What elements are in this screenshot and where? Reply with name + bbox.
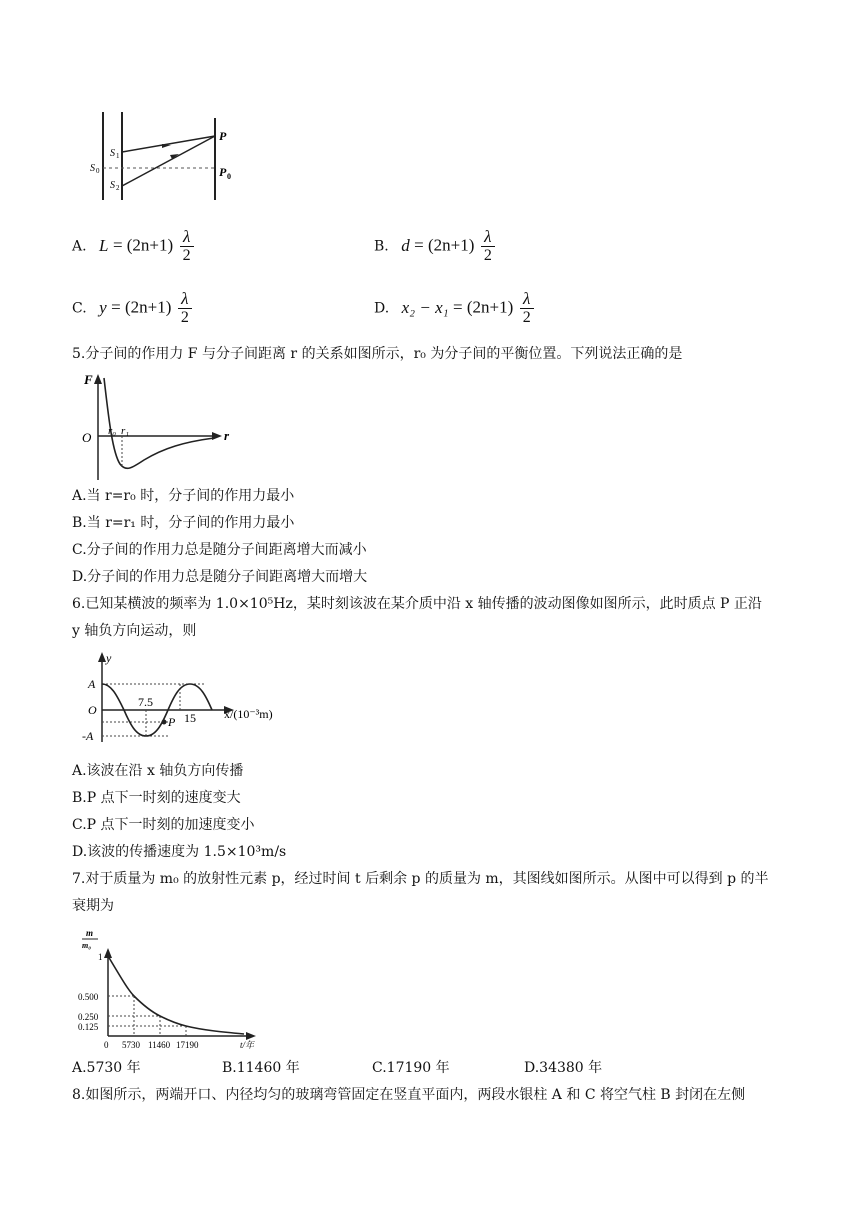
tick-15: 15 xyxy=(184,711,196,725)
lambda-over-2: $\frac{\lambda}{2}$ xyxy=(481,228,495,265)
r1-label: r₁ xyxy=(121,425,130,437)
point-p-label: P xyxy=(219,129,227,143)
point-p0-label: P xyxy=(219,165,227,179)
q5-option-d[interactable]: D.分子间的作用力总是随分子间距离增大而增大 xyxy=(72,569,368,585)
svg-text:2: 2 xyxy=(116,184,120,192)
q5-stem: 5.分子间的作用力 F 与分子间距离 r 的关系如图所示，r₀ 为分子间的平衡位置。下列说法正确的是 xyxy=(72,346,683,362)
q8-stem: 8.如图所示，两端开口、内径均匀的玻璃弯管固定在竖直平面内，两段水银柱 A 和 C 将空气柱 B 封闭在左侧 xyxy=(72,1087,746,1103)
q6-option-b[interactable]: B.P 点下一时刻的速度变大 xyxy=(72,790,241,806)
y-tick-0-500: 0.500 xyxy=(78,992,99,1002)
q4-option-c[interactable]: C. y = (2n+1) $\frac{\lambda}{2}$ xyxy=(72,290,192,327)
wave-graph xyxy=(78,650,288,744)
point-p-label: P xyxy=(168,715,176,729)
q7-option-a[interactable]: A.5730 年 xyxy=(72,1060,141,1076)
x-axis-label: t/年 xyxy=(240,1040,255,1050)
svg-text:1: 1 xyxy=(116,152,120,160)
q5-option-a[interactable]: A.当 r=r₀ 时，分子间的作用力最小 xyxy=(72,488,295,504)
y-axis-label-f: F xyxy=(84,372,93,387)
q6-option-a[interactable]: A.该波在沿 x 轴负方向传播 xyxy=(72,763,244,779)
decay-graph xyxy=(72,924,272,1050)
q7-option-b[interactable]: B.11460 年 xyxy=(222,1060,300,1076)
q5-option-c[interactable]: C.分子间的作用力总是随分子间距离增大而减小 xyxy=(72,542,367,558)
y-tick-1: 1 xyxy=(98,952,103,962)
svg-text:0: 0 xyxy=(227,172,231,181)
origin-label: O xyxy=(82,430,92,445)
x-tick-17190: 17190 xyxy=(176,1040,199,1050)
x-axis-label: x/(10⁻³m) xyxy=(224,707,273,721)
lambda-over-2: $\frac{\lambda}{2}$ xyxy=(520,290,534,327)
y-tick-0-250: 0.250 xyxy=(78,1012,99,1022)
y-axis-label: y xyxy=(106,651,112,665)
x-tick-5730: 5730 xyxy=(122,1040,140,1050)
q6-option-c[interactable]: C.P 点下一时刻的加速度变小 xyxy=(72,817,255,833)
origin-label: O xyxy=(88,703,97,717)
q4-option-d[interactable]: D. x₂ − x₁ = (2n+1) $\frac{\lambda}{2}$ xyxy=(374,290,534,327)
q5-option-b[interactable]: B.当 r=r₁ 时，分子间的作用力最小 xyxy=(72,515,295,531)
force-distance-graph xyxy=(74,372,234,482)
tick-7-5: 7.5 xyxy=(138,695,153,709)
slit-s2-label: S xyxy=(110,180,115,191)
q7-stem-line1: 7.对于质量为 m₀ 的放射性元素 p，经过时间 t 后剩余 p 的质量为 m，其图线如图所示。从图中可以得到 p 的半 xyxy=(72,871,769,887)
amplitude-label: A xyxy=(88,677,96,691)
y-label-m: m xyxy=(86,928,94,938)
q6-stem-line2: y 轴负方向运动，则 xyxy=(72,623,197,639)
y-label-m0: m₀ xyxy=(82,941,92,950)
q4-option-a[interactable]: A. L = (2n+1) $\frac{\lambda}{2}$ xyxy=(72,228,194,265)
q6-stem-line1: 6.已知某横波的频率为 1.0×10⁵Hz，某时刻该波在某介质中沿 x 轴传播的波动图像如图所示，此时质点 P 正沿 xyxy=(72,596,762,612)
q7-option-d[interactable]: D.34380 年 xyxy=(524,1060,603,1076)
x-tick-11460: 11460 xyxy=(148,1040,171,1050)
r0-label: r₀ xyxy=(108,425,117,437)
x-tick-0: 0 xyxy=(104,1040,109,1050)
y-tick-0-125: 0.125 xyxy=(78,1022,99,1032)
lambda-over-2: $\frac{\lambda}{2}$ xyxy=(178,290,192,327)
q7-option-c[interactable]: C.17190 年 xyxy=(372,1060,450,1076)
slit-s1-label: S xyxy=(110,148,115,159)
source-s0-label: S xyxy=(90,163,95,174)
q4-option-b[interactable]: B. d = (2n+1) $\frac{\lambda}{2}$ xyxy=(374,228,495,265)
q6-option-d[interactable]: D.该波的传播速度为 1.5×10³m/s xyxy=(72,844,287,860)
double-slit-figure xyxy=(70,108,240,204)
neg-amplitude-label: -A xyxy=(82,729,94,743)
x-axis-label-r: r xyxy=(224,428,230,443)
q7-stem-line2: 衰期为 xyxy=(72,898,114,914)
svg-text:0: 0 xyxy=(96,167,100,175)
lambda-over-2: $\frac{\lambda}{2}$ xyxy=(180,228,194,265)
